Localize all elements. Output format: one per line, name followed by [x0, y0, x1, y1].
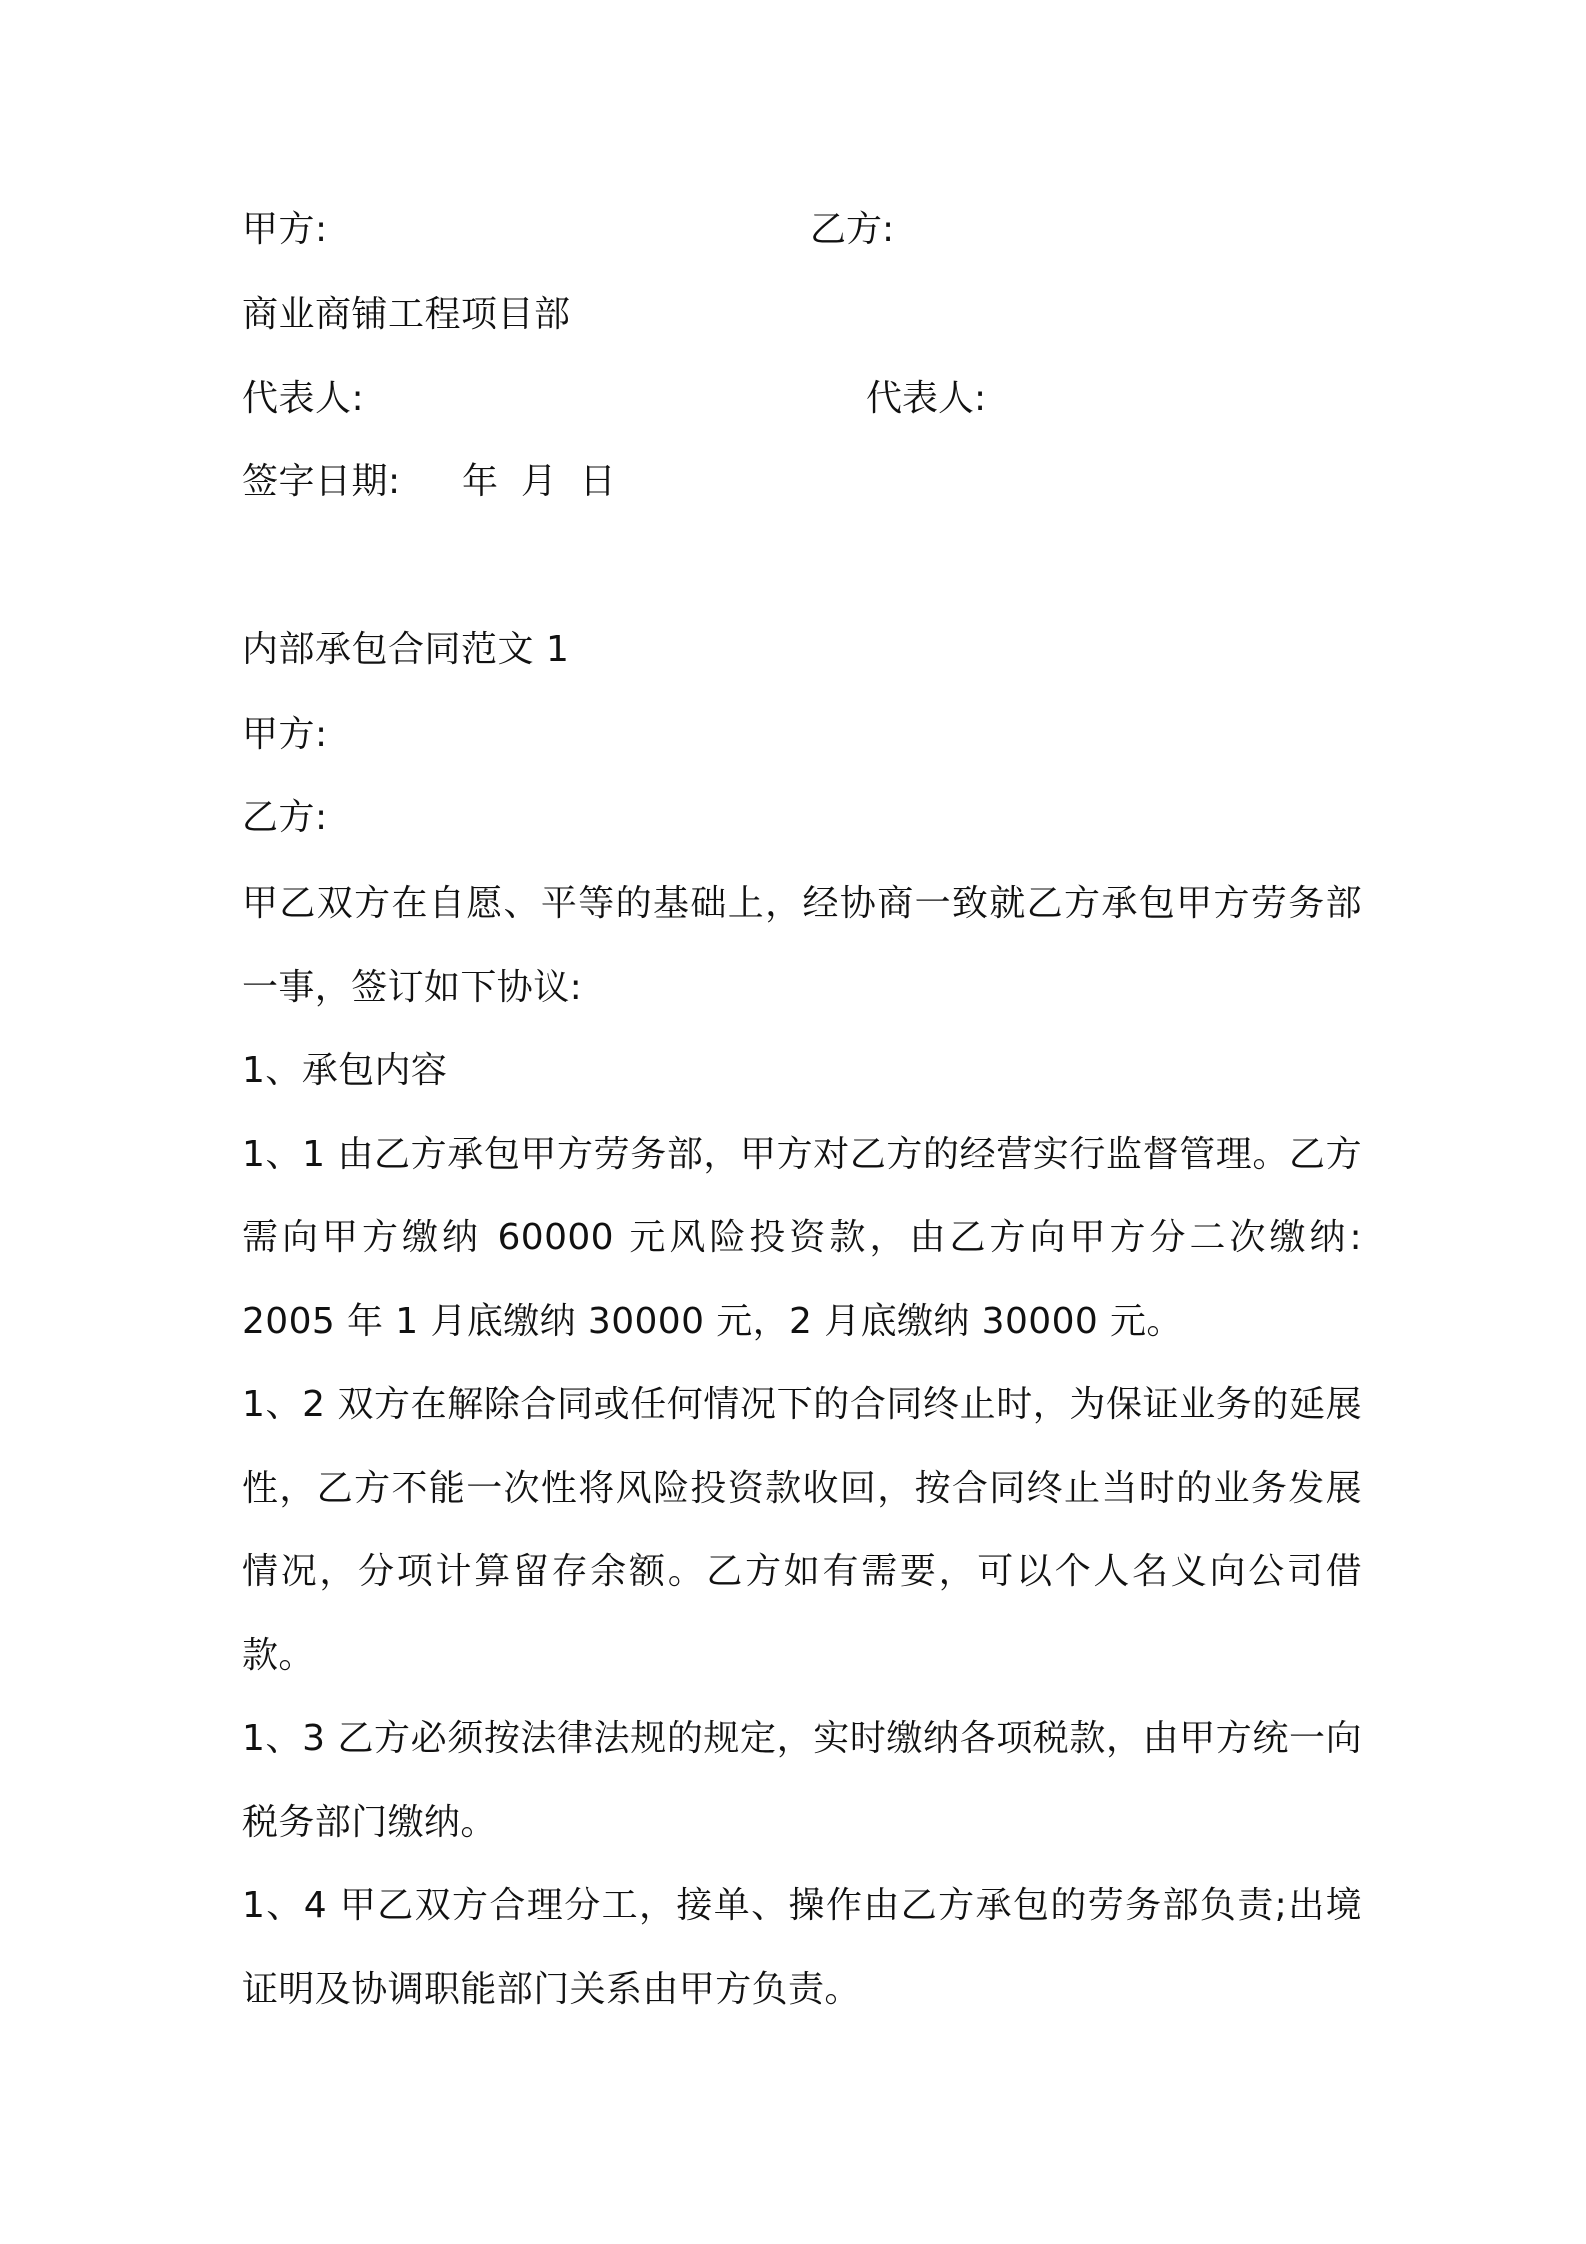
sign-date-label: 签字日期: — [242, 461, 401, 502]
clause-1-4: 1、4 甲乙双方合理分工，接单、操作由乙方承包的劳务部负责;出境证明及协调职能部门关系由甲方负责。 — [242, 1885, 1362, 2010]
party-b-label: 乙方: — [810, 209, 895, 250]
contract-title: 内部承包合同范文 1 — [242, 629, 570, 670]
contract-party-b: 乙方: — [242, 797, 328, 838]
representative-b-label: 代表人: — [866, 378, 987, 419]
clause-1-1: 1、1 由乙方承包甲方劳务部，甲方对乙方的经营实行监督管理。乙方需向甲方缴纳 60000 元风险投资款，由乙方向甲方分二次缴纳: 2005 年 1 月底缴纳 30000 元，2 月底缴纳 30000 元。 — [242, 1133, 1362, 1342]
sign-date-fields: 年 月 日 — [462, 461, 616, 502]
party-a-label: 甲方: — [242, 209, 328, 250]
paragraph-intro: 甲乙双方在自愿、平等的基础上，经协商一致就乙方承包甲方劳务部一事，签订如下协议: — [242, 883, 1362, 1008]
clause-1-3: 1、3 乙方必须按法律法规的规定，实时缴纳各项税款，由甲方统一向税务部门缴纳。 — [242, 1718, 1362, 1843]
clause-1-2: 1、2 双方在解除合同或任何情况下的合同终止时，为保证业务的延展性，乙方不能一次性将风险投资款收回，按合同终止当时的业务发展情况，分项计算留存余额。乙方如有需要，可以个人名义向公司借款。 — [242, 1384, 1362, 1676]
contract-party-a: 甲方: — [242, 714, 328, 755]
contract-body — [242, 862, 1362, 2031]
department-name: 商业商铺工程项目部 — [242, 294, 571, 335]
representative-a-label: 代表人: — [242, 378, 365, 419]
section-heading-scope: 1、承包内容 — [242, 1050, 448, 1091]
